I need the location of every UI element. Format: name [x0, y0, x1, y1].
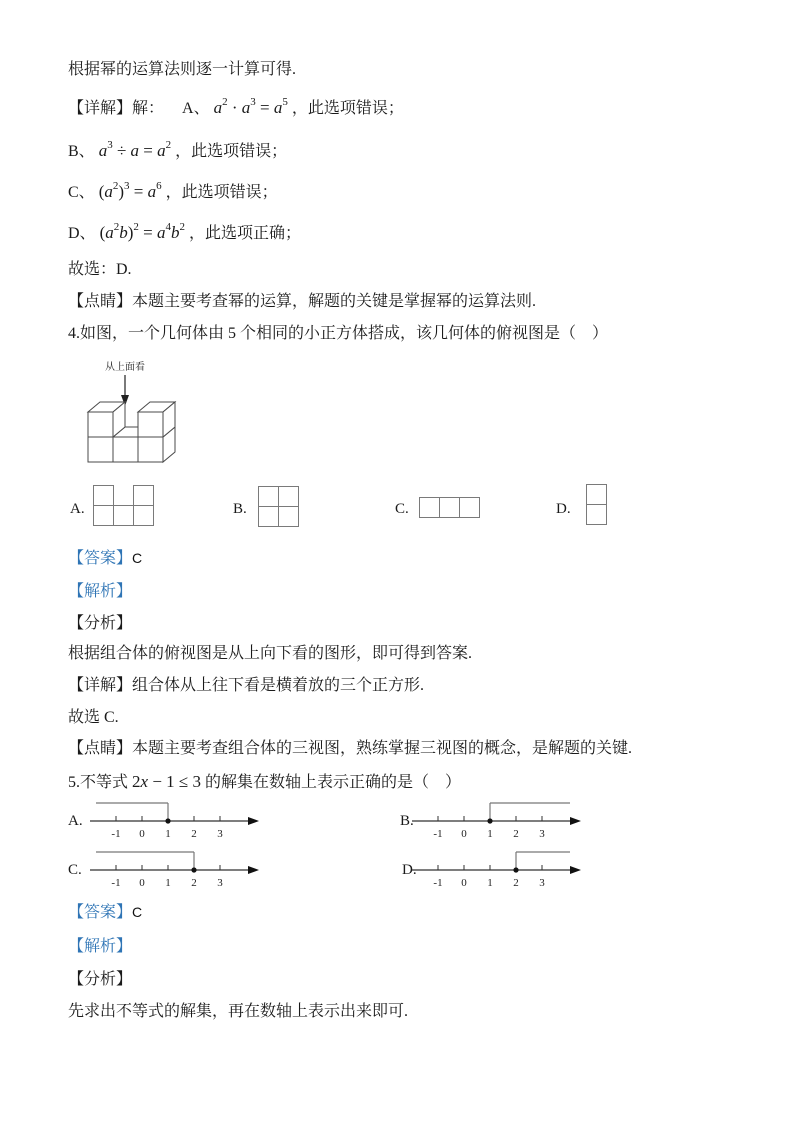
q4-analysis-label-line: 【解析】 — [68, 583, 133, 600]
grid-cell — [278, 486, 299, 507]
q4-option-a-figure — [93, 485, 154, 526]
svg-text:3: 3 — [539, 877, 545, 889]
option-c-suffix: ，此选项错误； — [165, 184, 278, 201]
q5-option-c-label: C. — [68, 862, 82, 878]
q4-option-b-figure — [258, 486, 299, 527]
svg-text:2: 2 — [513, 877, 519, 889]
grid-cell — [258, 486, 279, 507]
svg-text:2: 2 — [191, 877, 197, 889]
axis-arrow-icon — [248, 866, 259, 874]
grid-cell — [93, 505, 114, 526]
grid-cell — [586, 504, 607, 525]
grid-cell — [278, 506, 299, 527]
svg-text:-1: -1 — [111, 877, 121, 889]
option-a-prefix: A、 — [182, 100, 210, 117]
numberline-svg — [408, 795, 588, 843]
q5-analysis-text: 先求出不等式的解集，再在数轴上表示出来即可. — [68, 1003, 409, 1020]
numberline-svg — [86, 844, 266, 892]
svg-text:1: 1 — [487, 828, 493, 840]
q4-option-b-label: B. — [233, 501, 247, 517]
svg-text:3: 3 — [217, 877, 223, 889]
option-b-formula: $a^3 \div a = a^2$ — [98, 139, 172, 160]
q4-analysis-text: 根据组合体的俯视图是从上向下看的图形，即可得到答案. — [68, 645, 473, 662]
axis-arrow-icon — [570, 817, 581, 825]
option-d-suffix: ，此选项正确； — [189, 225, 302, 242]
option-a-suffix: ，此选项错误； — [291, 100, 404, 117]
detail-label: 【详解】解： — [68, 100, 165, 117]
axis-arrow-icon — [248, 817, 259, 825]
q5-stem-prefix: 5.不等式 — [68, 774, 129, 791]
svg-text:2: 2 — [513, 828, 519, 840]
grid-cell — [586, 484, 607, 505]
q5-stem — [68, 770, 461, 795]
svg-text:0: 0 — [461, 828, 467, 840]
power-detail-option-a-line — [68, 96, 404, 121]
svg-text:1: 1 — [165, 828, 171, 840]
svg-text:-1: -1 — [111, 828, 121, 840]
q4-conclusion-line: 故选 C. — [68, 709, 119, 726]
q5-option-a-label: A. — [68, 813, 83, 829]
q5-option-a-numberline — [86, 795, 266, 843]
power-conclusion-line: 故选：D. — [68, 261, 132, 278]
q5-option-d-label: D. — [402, 862, 417, 878]
q4-answer-line — [68, 546, 142, 571]
numberline-svg — [408, 844, 588, 892]
grid-cell — [459, 497, 480, 518]
grid-cell — [113, 505, 134, 526]
svg-text:1: 1 — [487, 877, 493, 889]
svg-text:0: 0 — [139, 828, 145, 840]
q4-solid-figure — [70, 358, 280, 473]
q4-option-c-label: C. — [395, 501, 409, 517]
q5-option-b-numberline — [408, 795, 588, 843]
answer-value: C — [132, 550, 143, 566]
answer-label: 【答案】 — [68, 550, 133, 567]
cube-solid — [88, 402, 175, 462]
q5-stem-formula: 2x − 1 ≤ 3 — [132, 772, 201, 791]
option-c-prefix: C、 — [68, 184, 95, 201]
q4-option-d-figure — [586, 484, 607, 525]
svg-text:0: 0 — [139, 877, 145, 889]
option-a-formula: $a^2 \cdot a^3 = a^5$ — [213, 96, 288, 117]
answer-label: 【答案】 — [68, 904, 133, 921]
view-direction-label: 从上面看 — [105, 362, 145, 373]
grid-cell — [419, 497, 440, 518]
numberline-svg — [86, 795, 266, 843]
q5-analysis-label-line: 【解析】 — [68, 938, 133, 955]
option-d-prefix: D、 — [68, 225, 96, 242]
power-detail-option-d-line — [68, 221, 301, 246]
svg-text:-1: -1 — [433, 877, 443, 889]
grid-cell — [93, 485, 114, 506]
svg-text:1: 1 — [165, 877, 171, 889]
q4-stem: 4.如图，一个几何体由 5 个相同的小正方体搭成，该几何体的俯视图是（ ） — [68, 325, 609, 342]
q5-option-c-numberline — [86, 844, 266, 892]
svg-text:3: 3 — [217, 828, 223, 840]
option-d-formula: $(a^2b)^2 = a^4b^2$ — [99, 221, 185, 242]
q4-detail-line: 【详解】组合体从上往下看是横着放的三个正方形. — [68, 677, 425, 694]
q5-option-b-label: B. — [400, 813, 414, 829]
power-intro-line: 根据幂的运算法则逐一计算可得. — [68, 61, 297, 78]
grid-cell — [258, 506, 279, 527]
power-detail-option-b-line — [68, 139, 287, 164]
q4-note-line: 【点睛】本题主要考查组合体的三视图，熟练掌握三视图的概念，是解题的关键. — [68, 740, 633, 757]
grid-cell — [439, 497, 460, 518]
axis-arrow-icon — [570, 866, 581, 874]
option-b-prefix: B、 — [68, 143, 95, 160]
answer-value: C — [132, 904, 143, 920]
q4-analysis-tag-line: 【分析】 — [68, 615, 133, 632]
option-c-formula: $(a^2)^3 = a^6$ — [98, 180, 162, 201]
q5-stem-suffix: 的解集在数轴上表示正确的是（ ） — [204, 774, 461, 791]
svg-text:-1: -1 — [433, 828, 443, 840]
q5-option-d-numberline — [408, 844, 588, 892]
q5-answer-line — [68, 900, 142, 925]
q4-option-d-label: D. — [556, 501, 571, 517]
svg-text:2: 2 — [191, 828, 197, 840]
svg-text:0: 0 — [461, 877, 467, 889]
q4-option-a-label: A. — [70, 501, 85, 517]
grid-cell — [133, 485, 154, 506]
q4-option-c-figure — [419, 497, 480, 518]
svg-text:3: 3 — [539, 828, 545, 840]
q5-analysis-tag-line: 【分析】 — [68, 971, 133, 988]
grid-cell — [133, 505, 154, 526]
power-note-line: 【点睛】本题主要考查幂的运算，解题的关键是掌握幂的运算法则. — [68, 293, 537, 310]
power-detail-option-c-line — [68, 180, 278, 205]
option-b-suffix: ，此选项错误； — [175, 143, 288, 160]
